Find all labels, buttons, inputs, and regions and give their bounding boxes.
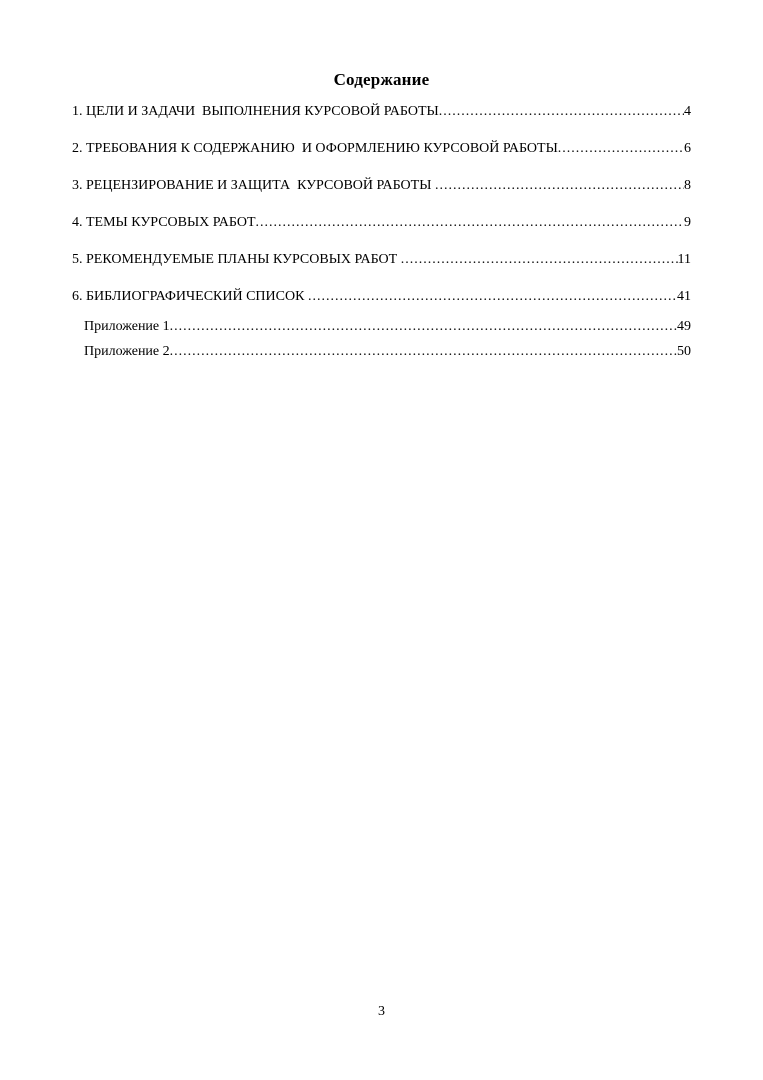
toc-entry xyxy=(72,289,691,305)
toc-entry-label: 4. ТЕМЫ КУРСОВЫХ РАБОТ xyxy=(72,215,256,231)
toc-entry-label: 2. ТРЕБОВАНИЯ К СОДЕРЖАНИЮ И ОФОРМЛЕНИЮ КУРСОВОЙ РАБОТЫ xyxy=(72,141,558,157)
toc-entry-page: 9 xyxy=(684,215,691,231)
dot-leader xyxy=(435,178,684,194)
toc-entry xyxy=(72,252,691,268)
toc-entry-label: 3. РЕЦЕНЗИРОВАНИЕ И ЗАЩИТА КУРСОВОЙ РАБОТЫ xyxy=(72,178,435,194)
dot-leader xyxy=(558,141,684,157)
toc-entry-label: 5. РЕКОМЕНДУЕМЫЕ ПЛАНЫ КУРСОВЫХ РАБОТ xyxy=(72,252,401,268)
toc-entry-label: Приложение 2 xyxy=(84,344,170,360)
toc-entry-page: 6 xyxy=(684,141,691,157)
dot-leader xyxy=(308,289,677,305)
toc-entry-page: 41 xyxy=(677,289,691,305)
toc-entry-page: 49 xyxy=(677,319,691,335)
toc-entry-appendix xyxy=(72,319,691,335)
toc-entry-page: 11 xyxy=(677,252,691,268)
toc-entry-page: 50 xyxy=(677,344,691,360)
toc-entry-page: 4 xyxy=(684,104,691,120)
dot-leader xyxy=(439,104,684,120)
dot-leader xyxy=(256,215,684,231)
toc-entry-page: 8 xyxy=(684,178,691,194)
toc-entry-label: Приложение 1 xyxy=(84,319,170,335)
dot-leader xyxy=(170,319,677,335)
dot-leader xyxy=(170,344,677,360)
toc-entry xyxy=(72,141,691,157)
toc-entry xyxy=(72,215,691,231)
toc-entry-appendix xyxy=(72,344,691,360)
page-number: 3 xyxy=(378,1004,385,1019)
toc-entry-label: 1. ЦЕЛИ И ЗАДАЧИ ВЫПОЛНЕНИЯ КУРСОВОЙ РАБОТЫ xyxy=(72,104,439,120)
toc-entry xyxy=(72,178,691,194)
toc-entry xyxy=(72,104,691,120)
toc-entry-label: 6. БИБЛИОГРАФИЧЕСКИЙ СПИСОК xyxy=(72,289,308,305)
table-of-contents xyxy=(72,104,691,360)
dot-leader xyxy=(401,252,678,268)
page-title: Содержание xyxy=(333,70,430,89)
